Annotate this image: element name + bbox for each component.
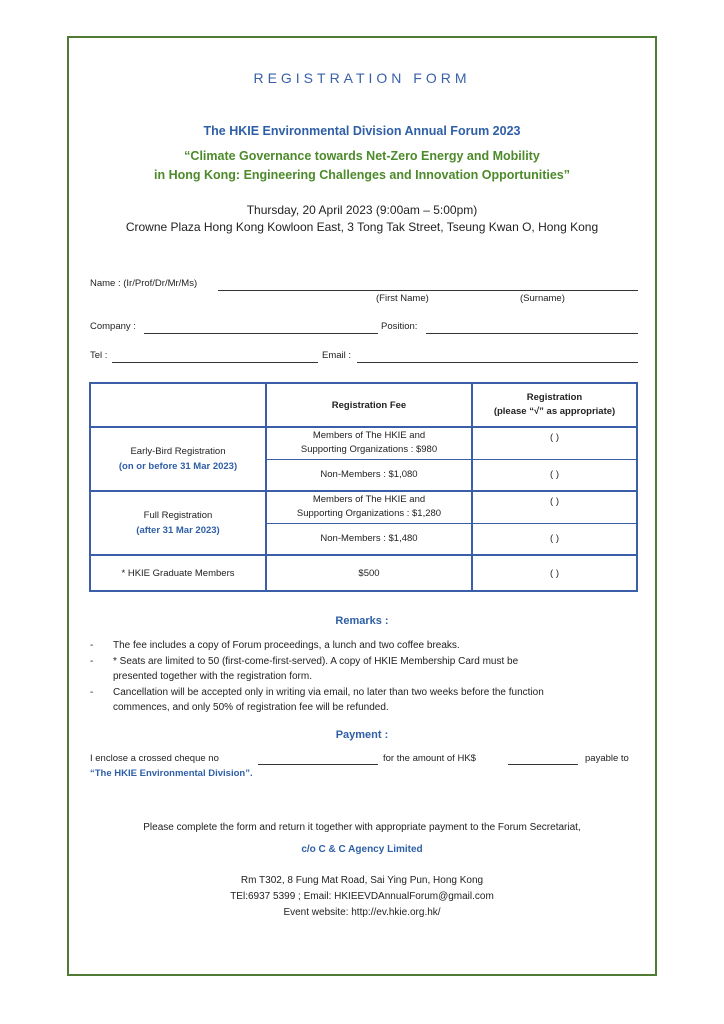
tel-field[interactable] [112,362,318,363]
payment-text-a: I enclose a crossed cheque no [90,753,219,764]
early-bird-cell [90,427,266,491]
company-label: Company : [90,321,136,332]
remark-2 [90,654,640,684]
full-members-fee [266,491,472,523]
early-non-members-fee: Non-Members : $1,080 [266,459,472,491]
remark-2-line2: presented together with the registration form. [113,671,312,682]
early-bird-label: Early-Bird Registration [130,446,226,457]
early-members-fee [266,427,472,459]
remark-3 [90,685,640,715]
payment-text-c: payable to [585,753,629,764]
first-name-caption: (First Name) [376,293,429,304]
header-reg-line1: Registration [526,392,583,403]
early-members-line1: Members of The HKIE and [312,430,426,442]
payee-name: “The HKIE Environmental Division”. [90,768,253,779]
event-website[interactable]: Event website: http://ev.hkie.org.hk/ [283,907,441,918]
early-members-check[interactable]: ( ) [472,427,637,459]
agency-address: Rm T302, 8 Fung Mat Road, Sai Ying Pun, Hong Kong [240,875,484,886]
remark-dash: - [90,687,94,698]
remark-3-line2: commences, and only 50% of registration fee will be refunded. [113,702,389,713]
name-field[interactable] [218,290,638,291]
remarks-title: Remarks : [335,615,389,627]
position-field[interactable] [426,333,638,334]
fee-table [89,382,638,592]
payment-text-b: for the amount of HK$ [383,753,476,764]
form-title: REGISTRATION FORM [253,70,471,86]
header-registration [472,383,637,427]
amount-field[interactable] [508,764,578,765]
theme-line-2: in Hong Kong: Engineering Challenges and Innovation Opportunities” [154,168,570,182]
email-field[interactable] [357,362,638,363]
early-members-line2: Supporting Organizations : $980 [300,444,438,456]
early-non-members-check[interactable]: ( ) [472,459,637,491]
remark-dash: - [90,640,94,651]
header-reg-line2: (please “√” as appropriate) [493,406,616,417]
remark-1-text: The fee includes a copy of Forum proceedings, a lunch and two coffee breaks. [113,640,460,651]
remark-3-line1: Cancellation will be accepted only in writing via email, no later than two weeks before the function [113,687,544,698]
graduate-members-label: * HKIE Graduate Members [90,555,266,591]
graduate-members-fee: $500 [266,555,472,591]
event-date: Thursday, 20 April 2023 (9:00am – 5:00pm) [246,203,478,217]
full-members-line1: Members of The HKIE and [312,494,426,506]
return-instruction: Please complete the form and return it together with appropriate payment to the Forum Secretariat, [143,822,581,833]
early-bird-date: (on or before 31 Mar 2023) [118,461,238,472]
full-registration-label: Full Registration [143,510,213,521]
company-field[interactable] [144,333,378,334]
event-title: The HKIE Environmental Division Annual Forum 2023 [203,124,521,138]
event-venue: Crowne Plaza Hong Kong Kowloon East, 3 Tong Tak Street, Tseung Kwan O, Hong Kong [125,220,599,234]
remark-2-line1: * Seats are limited to 50 (first-come-first-served). A copy of HKIE Membership Card must be [113,656,519,667]
graduate-members-check[interactable]: ( ) [472,555,637,591]
full-non-members-check[interactable]: ( ) [472,523,637,555]
theme-line-1: “Climate Governance towards Net-Zero Energy and Mobility [184,149,540,163]
cheque-number-field[interactable] [258,764,378,765]
remark-1 [90,638,640,653]
full-members-line2: Supporting Organizations : $1,280 [296,508,442,520]
remark-3-text [113,685,640,715]
table-corner [90,383,266,427]
position-label: Position: [381,321,418,332]
tel-label: Tel : [90,350,108,361]
agency-contact: TEl:6937 5399 ; Email: HKIEEVDAnnualForum@gmail.com [230,891,494,902]
full-registration-date: (after 31 Mar 2023) [136,525,220,536]
remark-2-text [113,654,640,684]
full-registration-cell [90,491,266,555]
remark-dash: - [90,656,94,667]
full-non-members-fee: Non-Members : $1,480 [266,523,472,555]
agency-name: c/o C & C Agency Limited [301,844,423,855]
name-label: Name : (Ir/Prof/Dr/Mr/Ms) [90,278,198,289]
full-members-check[interactable]: ( ) [472,491,637,523]
header-fee: Registration Fee [266,383,472,427]
surname-caption: (Surname) [520,293,565,304]
email-label: Email : [322,350,352,361]
payment-title: Payment : [335,729,389,741]
